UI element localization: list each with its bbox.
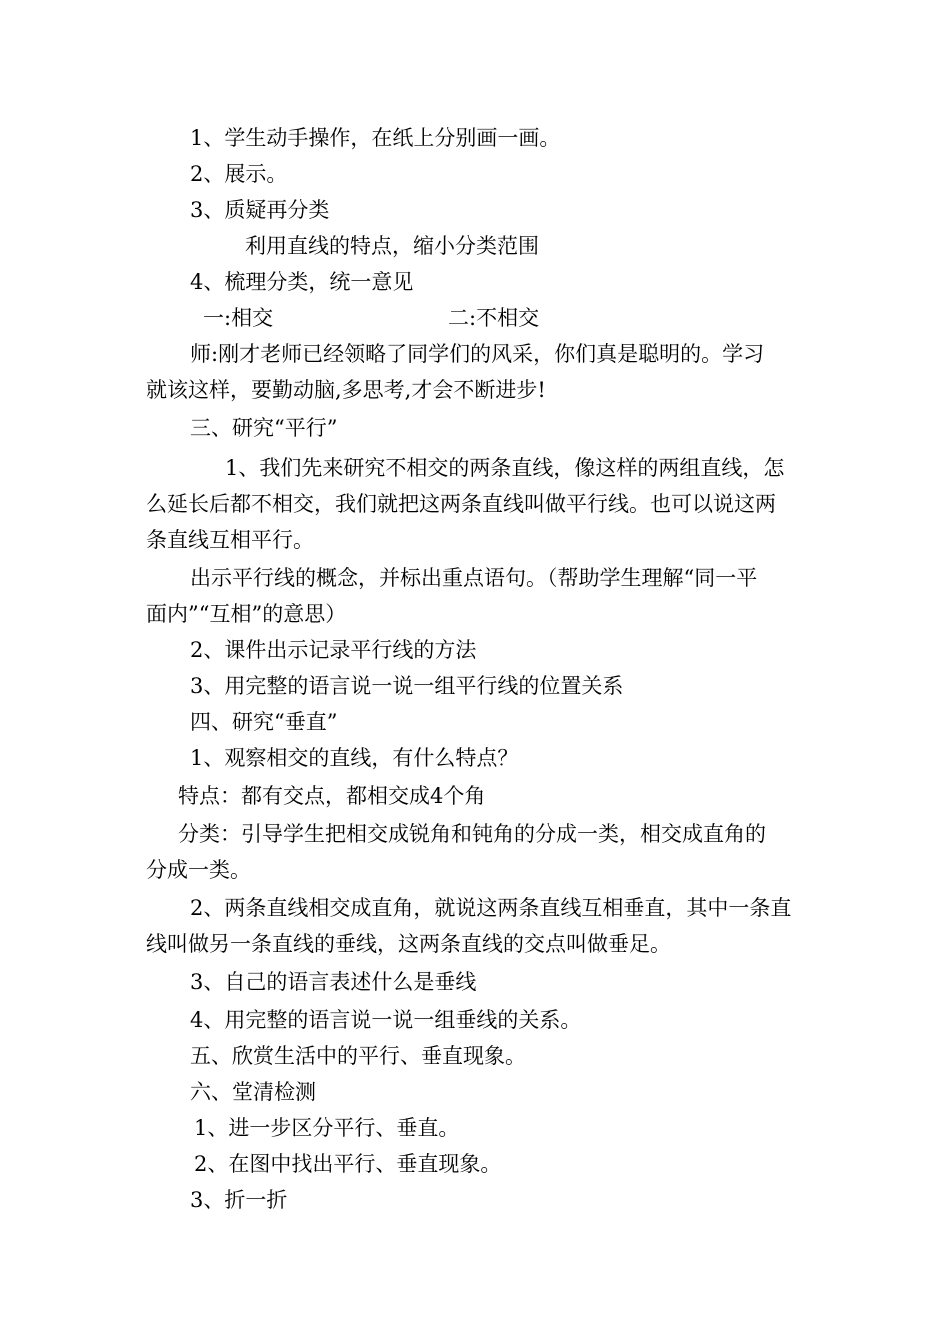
line-step-1-draw: 1、学生动手操作，在纸上分别画一画。: [190, 126, 561, 150]
line-step-4-sort: 4、梳理分类，统一意见: [190, 270, 414, 294]
line-parallel-concept-1: 出示平行线的概念，并标出重点语句。（帮助学生理解“同一平: [190, 566, 758, 590]
section-heading-parallel: 三、研究“平行”: [190, 416, 338, 440]
line-teacher-remark-1: 师:刚才老师已经领略了同学们的风采，你们真是聪明的。学习: [190, 342, 765, 366]
section-heading-appreciate: 五、欣赏生活中的平行、垂直现象。: [190, 1044, 526, 1068]
line-parallel-concept-2: 面内”“互相”的意思）: [146, 602, 347, 626]
line-features: 特点：都有交点，都相交成4个角: [178, 784, 486, 808]
line-check-1: 1、进一步区分平行、垂直。: [194, 1116, 460, 1140]
line-check-2: 2、在图中找出平行、垂直现象。: [194, 1152, 502, 1176]
line-narrow-scope: 利用直线的特点，缩小分类范围: [245, 234, 539, 258]
section-heading-check: 六、堂清检测: [190, 1080, 316, 1104]
line-step-3-question: 3、质疑再分类: [190, 198, 330, 222]
line-parallel-2: 么延长后都不相交，我们就把这两条直线叫做平行线。也可以说这两: [146, 492, 776, 516]
line-perpendicular-def-2: 线叫做另一条直线的垂线，这两条直线的交点叫做垂足。: [146, 932, 671, 956]
line-perpendicular-def-1: 2、两条直线相交成直角，就说这两条直线互相垂直，其中一条直: [190, 896, 792, 920]
line-parallel-record: 2、课件出示记录平行线的方法: [190, 638, 477, 662]
line-perpendicular-describe: 4、用完整的语言说一说一组垂线的关系。: [190, 1008, 582, 1032]
line-perpendicular-own-words: 3、自己的语言表述什么是垂线: [190, 970, 477, 994]
line-teacher-remark-2: 就该这样，要勤动脑,多思考,才会不断进步!: [146, 378, 546, 402]
line-parallel-describe: 3、用完整的语言说一说一组平行线的位置关系: [190, 674, 624, 698]
line-step-2-show: 2、展示。: [190, 162, 288, 186]
section-heading-perpendicular: 四、研究“垂直”: [190, 710, 338, 734]
line-category-non-intersect: 二:不相交: [448, 306, 540, 330]
line-category-intersect: 一:相交: [203, 306, 274, 330]
line-classify-2: 分成一类。: [146, 858, 251, 882]
line-observe-intersect: 1、观察相交的直线，有什么特点？: [190, 746, 519, 770]
line-classify-1: 分类：引导学生把相交成锐角和钝角的分成一类，相交成直角的: [178, 822, 766, 846]
line-parallel-1: 1、我们先来研究不相交的两条直线，像这样的两组直线，怎: [225, 456, 785, 480]
line-check-3: 3、折一折: [190, 1188, 288, 1212]
line-parallel-3: 条直线互相平行。: [146, 528, 314, 552]
